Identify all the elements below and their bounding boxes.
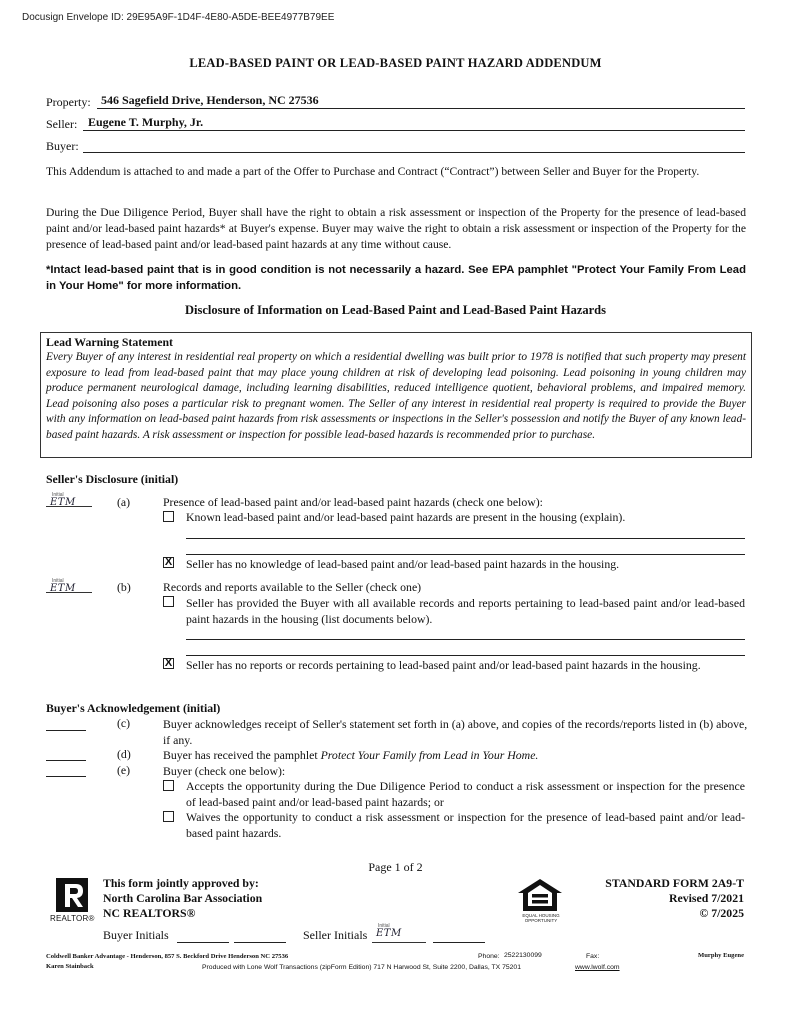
buyer-initials-line-1[interactable]: [177, 942, 229, 943]
seller-initial-b[interactable]: [46, 578, 96, 598]
item-b-label: (b): [117, 580, 131, 594]
form-info: [540, 876, 744, 921]
produced-with: Produced with Lone Wolf Transactions (zipForm Edition) 717 N Harwood St, Suite 2200, Dallas, TX 75201: [202, 964, 521, 971]
fax-label: Fax:: [586, 953, 600, 960]
seller-initials-signature: ETM: [50, 583, 76, 594]
initial-line: [46, 506, 92, 507]
option-b-provided-text: Seller has provided the Buyer with all available records and reports pertaining to lead-based paint and/or lead-based paint hazards in the housing (list documents below).: [186, 596, 745, 626]
item-d-text: [163, 747, 748, 763]
buyer-label: Buyer:: [46, 139, 79, 153]
item-d-pamphlet-title: Protect Your Family from Lead in Your Home.: [320, 748, 539, 762]
item-e-text: Buyer (check one below):: [163, 764, 286, 778]
checkbox-b-no-reports[interactable]: X: [164, 657, 173, 669]
item-b-text: Records and reports available to the Seller (check one): [163, 580, 422, 594]
seller-label: Seller:: [46, 117, 78, 131]
option-a-no-knowledge-text: Seller has no knowledge of lead-based paint and/or lead-based paint hazards in the housing.: [186, 557, 620, 571]
explain-line-2: [186, 554, 745, 555]
item-c-label: (c): [117, 716, 131, 730]
paragraph-intact-paint-note: *Intact lead-based paint that is in good condition is not necessarily a hazard. See EPA pamphlet "Protect Your Family From Lead in Your Home" for more information.: [46, 264, 746, 292]
initial-line: [46, 592, 92, 593]
buyer-initials-label: Buyer Initials: [103, 928, 169, 942]
approval-line-1: This form jointly approved by:: [103, 876, 259, 890]
property-label: Property:: [46, 95, 91, 109]
form-revised: Revised 7/2021: [668, 891, 744, 905]
buyer-initial-d[interactable]: [46, 760, 86, 761]
explain-line-1: [186, 538, 745, 539]
paragraph-addendum: This Addendum is attached to and made a part of the Offer to Purchase and Contract (“Contract”) between Seller and Buyer for the Property.: [46, 165, 700, 178]
initial-tag: Initial: [52, 578, 64, 584]
disclosure-heading: Disclosure of Information on Lead-Based Paint and Lead-Based Paint Hazards: [185, 303, 606, 317]
checkbox-e-waives[interactable]: [163, 811, 174, 822]
documents-line-2: [186, 655, 745, 656]
agent-name: Karen Stainback: [46, 963, 94, 970]
documents-line-1: [186, 639, 745, 640]
option-e-waives-text: Waives the opportunity to conduct a risk assessment or inspection for the presence of lead-based paint and/or lead-based paint hazards.: [186, 810, 745, 840]
realtor-logo: [52, 876, 92, 916]
form-copyright: © 7/2025: [699, 906, 744, 920]
phone-value: 2522130099: [504, 952, 542, 959]
seller-initials-signature: ETM: [50, 497, 76, 508]
item-a-label: (a): [117, 495, 131, 509]
seller-disclosure-heading: Seller's Disclosure (initial): [46, 472, 179, 486]
initial-tag: Initial: [378, 923, 390, 929]
approval-line-3: NC REALTORS®: [103, 906, 196, 920]
option-b-no-reports-text: Seller has no reports or records pertaining to lead-based paint and/or lead-based paint hazards in the housing.: [186, 658, 701, 672]
paragraph-due-diligence: During the Due Diligence Period, Buyer shall have the right to obtain a risk assessment or inspection of the Property for the presence of lead-based paint and/or lead-based paint hazards* at Buyer's expense. Buyer may waive the right to obtain a risk assessment or inspection of the Property for the presence of lead-based paint and/or lead-based paint hazards at any time without cause.: [46, 206, 746, 251]
file-name: Murphy Eugene: [698, 952, 744, 959]
initial-line: [372, 942, 426, 943]
realtor-r-icon: [52, 876, 92, 916]
form-name: STANDARD FORM 2A9-T: [605, 876, 744, 890]
buyer-initial-e[interactable]: [46, 776, 86, 777]
seller-initial-a[interactable]: [46, 492, 96, 512]
checkbox-a-known[interactable]: [163, 511, 174, 522]
equal-housing-caption: EQUAL HOUSING OPPORTUNITY: [522, 913, 560, 923]
approval-block: [103, 876, 262, 921]
seller-initials-label: Seller Initials: [303, 928, 368, 942]
buyer-initials-line-2[interactable]: [234, 942, 286, 943]
item-d-label: (d): [117, 747, 131, 761]
checkbox-b-provided[interactable]: [163, 596, 174, 607]
item-d-text-plain: Buyer has received the pamphlet: [163, 748, 321, 762]
approval-line-2: North Carolina Bar Association: [103, 891, 263, 905]
seller-initials-footer-1[interactable]: [372, 923, 428, 943]
property-line: [97, 108, 745, 109]
realtor-mark: REALTOR®: [50, 914, 95, 923]
property-value: 546 Sagefield Drive, Henderson, NC 27536: [101, 93, 319, 107]
lwolf-link[interactable]: www.lwolf.com: [575, 964, 620, 971]
document-title: LEAD-BASED PAINT OR LEAD-BASED PAINT HAZARD ADDENDUM: [189, 56, 602, 70]
seller-value: Eugene T. Murphy, Jr.: [88, 115, 204, 129]
buyer-ack-heading: Buyer's Acknowledgement (initial): [46, 701, 221, 715]
initial-tag: Initial: [52, 492, 64, 498]
envelope-id: Docusign Envelope ID: 29E95A9F-1D4F-4E80-A5DE-BEE4977B79EE: [22, 12, 335, 23]
seller-line: [83, 130, 745, 131]
checkbox-a-no-knowledge[interactable]: X: [164, 556, 173, 568]
item-e-label: (e): [117, 763, 131, 777]
phone-label: Phone:: [478, 953, 500, 960]
lead-warning-title: Lead Warning Statement: [46, 335, 173, 349]
checkbox-e-accepts[interactable]: [163, 780, 174, 791]
option-a-known-text: Known lead-based paint and/or lead-based paint hazards are present in the housing (explain).: [186, 510, 626, 524]
seller-initials-line-2[interactable]: [433, 942, 485, 943]
seller-initials-signature: ETM: [376, 928, 402, 939]
page-number: Page 1 of 2: [368, 860, 423, 874]
buyer-initial-c[interactable]: [46, 730, 86, 731]
brokerage-info: Coldwell Banker Advantage - Henderson, 857 S. Beckford Drive Henderson NC 27536: [46, 953, 289, 960]
lead-warning-text: Every Buyer of any interest in residential real property on which a residential dwelling was built prior to 1978 is notified that such property may present exposure to lead from lead-based paint that may place young children at risk of developing lead poisoning. Lead poisoning in young children may produce permanent neurological damage, including learning disabilities, reduced intelligence quotient, behavioral problems, and impaired memory. Lead poisoning also poses a particular risk to pregnant women. The Seller of any interest in residential real property is required to provide the Buyer with any information on lead-based paint hazards from risk assessments or inspections in the Seller's possession and notify the Buyer of any known lead-based paint hazards. A risk assessment or inspection for possible lead-based hazards is recommended prior to purchase.: [46, 351, 746, 441]
buyer-line: [83, 152, 745, 153]
option-e-accepts-text: Accepts the opportunity during the Due Diligence Period to conduct a risk assessment or inspection for the presence of lead-based paint and/or lead-based paint hazards; or: [186, 779, 745, 809]
item-a-text: Presence of lead-based paint and/or lead-based paint hazards (check one below):: [163, 495, 543, 509]
item-c-text: Buyer acknowledges receipt of Seller's statement set forth in (a) above, and copies of the records/reports listed in (b) above, if any.: [163, 717, 748, 747]
